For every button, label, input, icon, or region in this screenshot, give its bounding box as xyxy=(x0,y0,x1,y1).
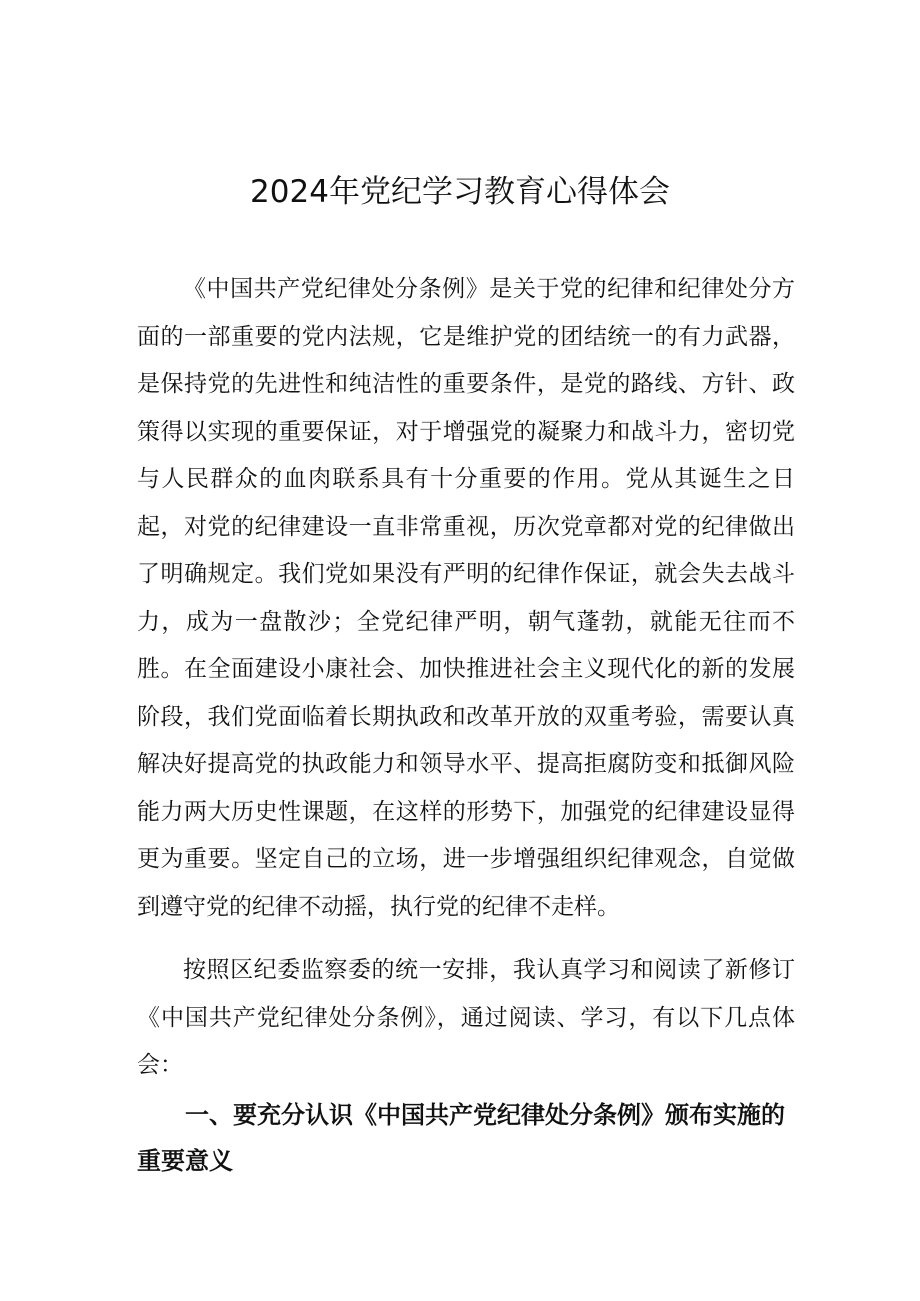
paragraph-study-arrangement: 按照区纪委监察委的统一安排，我认真学习和阅读了新修订《中国共产党纪律处分条例》，通过阅读、学习，有以下几点体会： xyxy=(137,957,795,1078)
paragraph-intro: 《中国共产党纪律处分条例》是关于党的纪律和纪律处分方面的一部重要的党内法规，它是维护党的团结统一的有力武器，是保持党的先进性和纯洁性的重要条件，是党的路线、方针、政策得以实现的重要保证，对于增强党的凝聚力和战斗力，密切党与人民群众的血肉联系具有十分重要的作用。党从其诞生之日起，对党的纪律建设一直非常重视，历次党章都对党的纪律做出了明确规定。我们党如果没有严明的纪律作保证，就会失去战斗力，成为一盘散沙；全党纪律严明，朝气蓬勃，就能无往而不胜。在全面建设小康社会、加快推进社会主义现代化的新的发展阶段，我们党面临着长期执政和改革开放的双重考验，需要认真解决好提高党的执政能力和领导水平、提高拒腐防变和抵御风险能力两大历史性课题，在这样的形势下，加强党的纪律建设显得更为重要。坚定自己的立场，进一步增强组织纪律观念，自觉做到遵守党的纪律不动摇，执行党的纪律不走样。 xyxy=(137,276,795,920)
document-title: 2024年党纪学习教育心得体会 xyxy=(250,174,670,210)
section-heading: 一、要充分认识《中国共产党纪律处分条例》颁布实施的重要意义 xyxy=(137,1101,785,1175)
